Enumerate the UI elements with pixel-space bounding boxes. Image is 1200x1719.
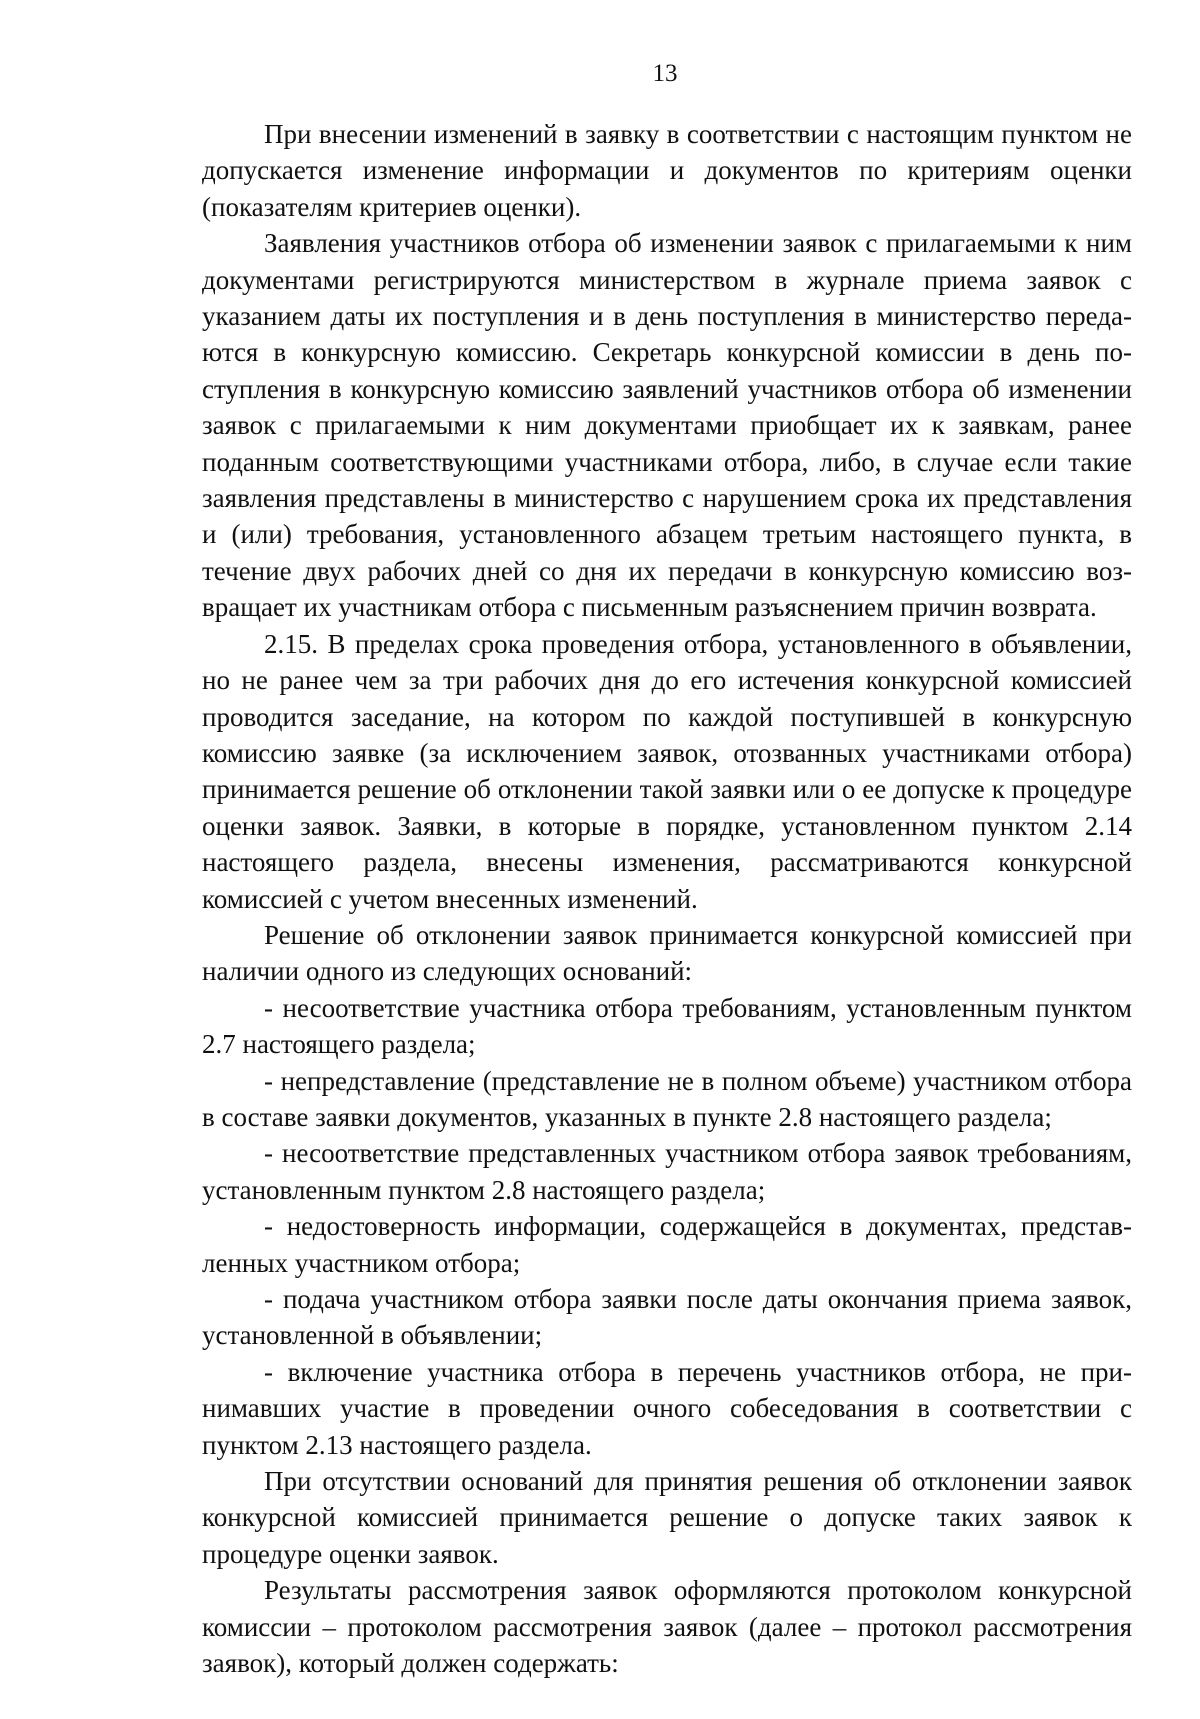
list-item: - несоответствие представленных участником отбора заявок требованиям, установленным пунктом 2.8 настоящего раздела; [202, 1138, 1132, 1205]
page-number: 13 [652, 60, 678, 87]
paragraph: Решение об отклонении заявок принимается конкурсной комиссией при наличии одного из следующих оснований: [202, 919, 1132, 987]
list-item: - непредставление (представление не в полном объеме) участником отбора в составе заявки документов, указанных в пункте 2.8 настоящего раздела; [202, 1065, 1132, 1132]
list-item: - несоответствие участника отбора требованиям, установленным пунктом 2.7 настоящего раздела; [202, 992, 1132, 1060]
paragraph: Заявления участников отбора об изменении заявок с прилагаемыми к ним документами регистрируются министерством в журнале приема заявок с указанием даты их поступления и в день поступления в министерство передаются в конкурсную комиссию. Секретарь конкурсной комиссии в день поступления в конкурсную комиссию заявлений участников отбора об изменении заявок с прилагаемыми к ним документами приобщает их к заявкам, ранее поданным соответствующими участниками отбора, либо, в случае если такие заявления представлены в министерство с нарушением срока их представления и (или) требования, установленного абзацем третьим настоящего пункта, в течение двух рабочих дней со дня их передачи в конкурсную комиссию возвращает их участникам отбора с письменным разъяснением причин возврата. [202, 228, 1132, 623]
list-item: - подача участником отбора заявки после даты окончания приема заявок, установленной в объявлении; [202, 1284, 1132, 1351]
list-item: - недостоверность информации, содержащейся в документах, представленных участником отбора; [202, 1211, 1132, 1278]
paragraph: При отсутствии оснований для принятия решения об отклонении заявок конкурсной комиссией принимается решение о допуске таких заявок к процедуре оценки заявок. [202, 1466, 1132, 1569]
paragraph: Результаты рассмотрения заявок оформляются протоколом конкурсной комиссии – протоколом рассмотрения заявок (далее – протокол рассмотрения заявок), который должен содержать: [202, 1575, 1132, 1679]
paragraph: При внесении изменений в заявку в соответствии с настоящим пунктом не допускается изменение информации и документов по критериям оценки (показателям критериев оценки). [202, 119, 1132, 222]
document-body [202, 116, 1132, 1681]
paragraph: 2.15. В пределах срока проведения отбора, установленного в объявлении, но не ранее чем за три рабочих дня до его истечения конкурсной комиссией проводится заседание, на котором по каждой поступившей в конкурсную комиссию заявке (за исключением заявок, отозванных участниками отбора) принимается решение об отклонении такой заявки или о ее допуске к процедуре оценки заявок. Заявки, в которые в порядке, установленном пунктом 2.14 настоящего раздела, внесены изменения, рассматриваются конкурсной комиссией с учетом внесенных изменений. [202, 628, 1132, 914]
list-item: - включение участника отбора в перечень участников отбора, не принимавших участие в проведении очного собеседования в соответствии с пунктом 2.13 настоящего раздела. [202, 1356, 1132, 1460]
